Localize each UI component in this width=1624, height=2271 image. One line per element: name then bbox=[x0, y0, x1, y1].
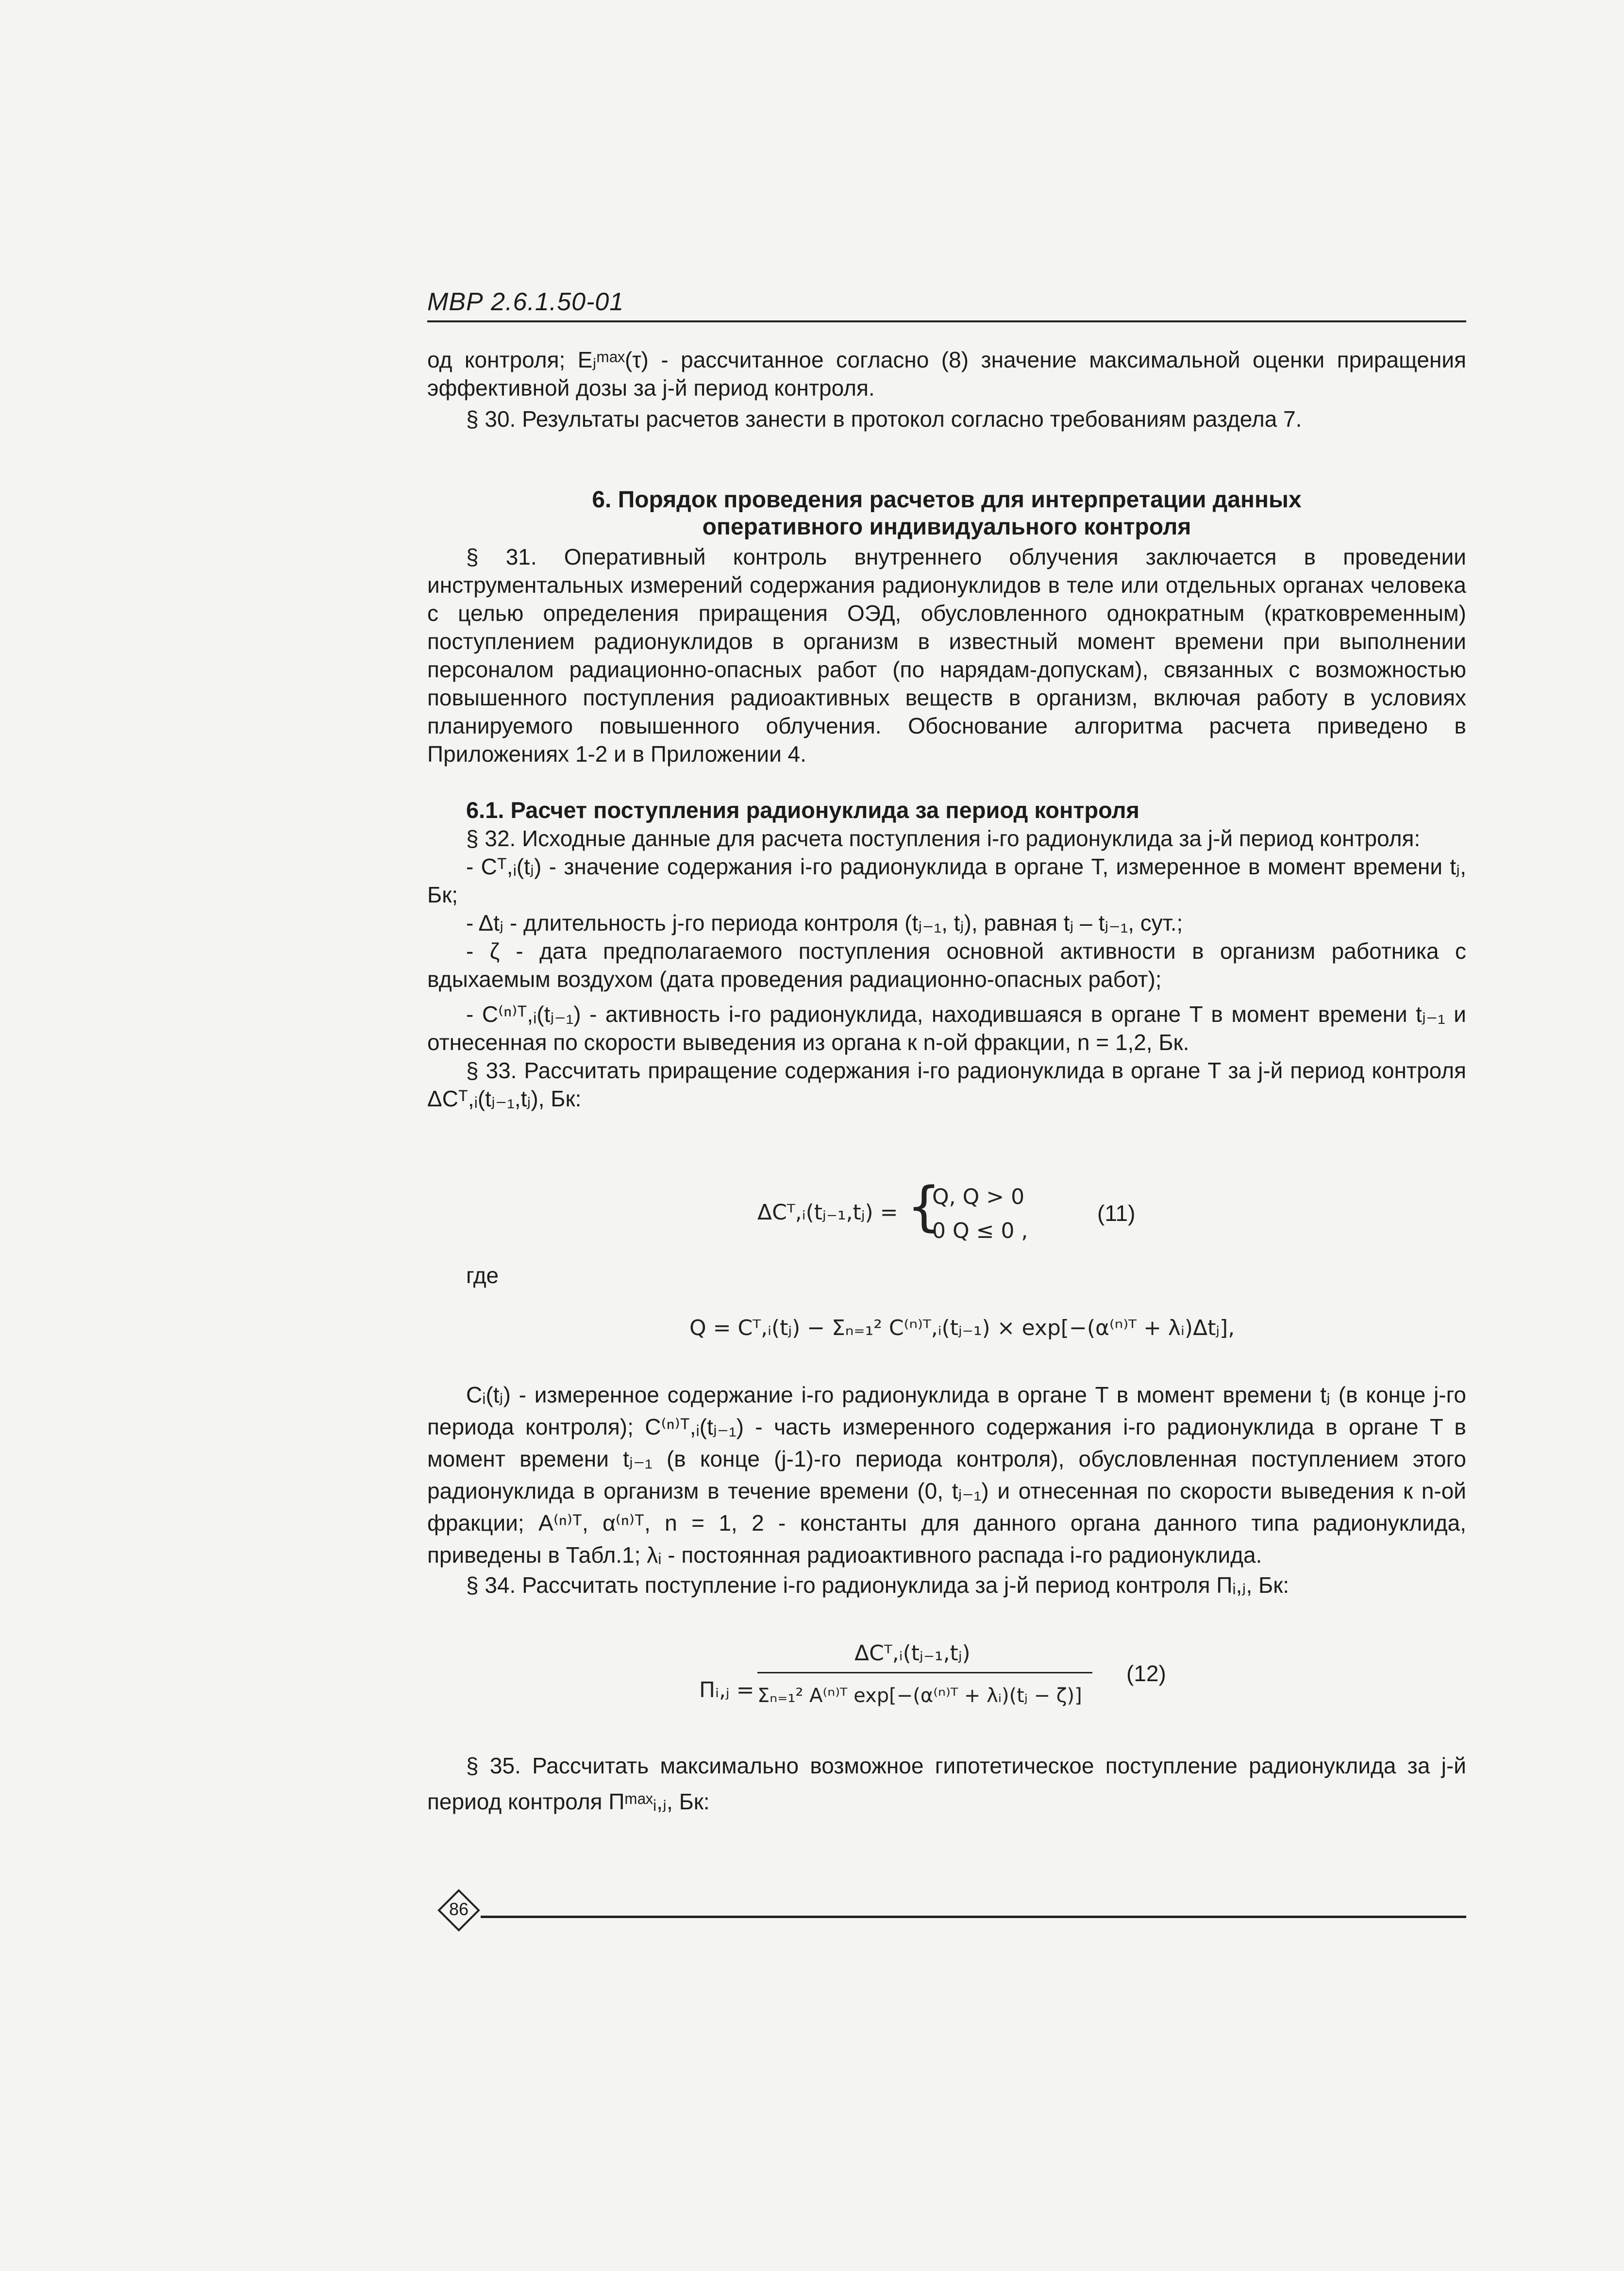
list-item-c-ti: - Cᵀ,ᵢ(tⱼ) - значение содержания i-го радионуклида в органе T, измеренное в момент времени tⱼ, Бк; bbox=[427, 854, 1466, 907]
paragraph-30: § 30. Результаты расчетов занести в протокол согласно требованиям раздела 7. bbox=[466, 406, 1302, 432]
page-number: 86 bbox=[449, 1899, 469, 1919]
list-item-delta-t: - Δtⱼ - длительность j-го периода контроля (tⱼ₋₁, tⱼ), равная tⱼ – tⱼ₋₁, сут.; bbox=[466, 910, 1183, 935]
explanation-block bbox=[427, 1379, 1466, 1599]
equation-12-numerator: ΔCᵀ,ᵢ(tⱼ₋₁,tⱼ) bbox=[854, 1641, 971, 1666]
paragraph-32: § 32. Исходные данные для расчета поступления i-го радионуклида за j-й период контроля: bbox=[466, 826, 1421, 851]
list-item-zeta: - ζ - дата предполагаемого поступления основной активности в организм работника с вдыхаемым воздухом (дата проведения радиационно-опасных работ); bbox=[427, 938, 1466, 992]
equation-12-lhs: Пᵢ,ⱼ = bbox=[699, 1678, 754, 1703]
list-item-c-n: - C⁽ⁿ⁾ᵀ,ᵢ(tⱼ₋₁) - активность i-го радионуклида, находившаяся в органе T в момент времени tⱼ₋₁ и отнесенная по скорости выведения из органа к n-ой фракции, n = 1,2, Бк. bbox=[427, 1002, 1466, 1055]
equation-12-denominator: Σₙ₌₁² A⁽ⁿ⁾ᵀ exp[−(α⁽ⁿ⁾ᵀ + λᵢ)(tⱼ − ζ)] bbox=[757, 1685, 1082, 1707]
text-block-top bbox=[427, 346, 1466, 433]
paragraph-35: § 35. Рассчитать максимально возможное гипотетическое поступление радионуклида за j-й период контроля Пᵐᵃˣᵢ,ⱼ, Бк: bbox=[427, 1753, 1466, 1814]
equation-11-case1: Q, Q > 0 bbox=[932, 1185, 1025, 1209]
paragraph-31: § 31. Оперативный контроль внутреннего облучения заключается в проведении инструментальных измерений содержания радионуклидов в теле или отдельных органах человека с целью определения приращения ОЭД, обусловленного однократным (кратковременным) поступлением радионуклидов в организм в известный момент времени при выполнении персоналом радиационно-опасных работ (по нарядам-допускам), связанных с возможностью повышенного поступления радиоактивных веществ в организм, включая работу в условиях планируемого повышенного облучения. Обоснование алгоритма расчета приведено в Приложениях 1-2 и в Приложении 4. bbox=[427, 544, 1466, 767]
equation-12-number: (12) bbox=[1126, 1661, 1166, 1686]
footer-rule bbox=[481, 1916, 1466, 1918]
paragraph-31-block bbox=[427, 543, 1466, 768]
explanation-paragraph: Cᵢ(tⱼ) - измеренное содержание i-го радионуклида в органе T в момент времени tⱼ (в конце j-го периода контроля); C⁽ⁿ⁾ᵀ,ᵢ(tⱼ₋₁) - часть измеренного содержания i-го радионуклида в органе T в момент времени tⱼ₋₁ (в конце (j-1)-го периода контроля), обусловленная поступлением этого радионуклида в организм в течение времени (0, tⱼ₋₁) и отнесенная по скорости выведения к n-ой фракции; A⁽ⁿ⁾ᵀ, α⁽ⁿ⁾ᵀ, n = 1, 2 - константы для данного органа данного типа радионуклида, приведены в Табл.1; λᵢ - постоянная радиоактивного распада i-го радионуклида. bbox=[427, 1382, 1466, 1568]
paragraph-33: § 33. Рассчитать приращение содержания i-го радионуклида в органе T за j-й период контроля ΔCᵀ,ᵢ(tⱼ₋₁,tⱼ), Бк: bbox=[427, 1058, 1466, 1111]
paragraph-p1: од контроля; Eⱼᵐᵃˣ(τ) - рассчитанное согласно (8) значение максимальной оценки приращения эффективной дозы за j-й период контроля. bbox=[427, 347, 1466, 401]
equation-11-case2: 0 Q ≤ 0 , bbox=[932, 1219, 1028, 1243]
section-6-title-line2: оперативного индивидуального контроля bbox=[702, 514, 1191, 540]
equation-11-brace: { bbox=[907, 1175, 941, 1237]
header-rule bbox=[427, 320, 1466, 322]
equation-11-lhs: ΔCᵀ,ᵢ(tⱼ₋₁,tⱼ) = bbox=[757, 1200, 898, 1225]
where-label: где bbox=[466, 1263, 499, 1288]
document-code: МВР 2.6.1.50-01 bbox=[427, 288, 624, 316]
equation-q: Q = Cᵀ,ᵢ(tⱼ) − Σₙ₌₁² C⁽ⁿ⁾ᵀ,ᵢ(tⱼ₋₁) × exp[−(α⁽ⁿ⁾ᵀ + λᵢ)Δtⱼ], bbox=[689, 1316, 1235, 1340]
equation-11-number: (11) bbox=[1097, 1201, 1136, 1226]
subsection-61-title: 6.1. Расчет поступления радионуклида за период контроля bbox=[466, 797, 1139, 823]
paragraph-34: § 34. Рассчитать поступление i-го радионуклида за j-й период контроля Пᵢ,ⱼ, Бк: bbox=[466, 1572, 1289, 1598]
section-6-title-line1: 6. Порядок проведения расчетов для интерпретации данных bbox=[592, 487, 1302, 513]
subsection-61-block bbox=[427, 796, 1466, 1113]
equation-12-fraction-bar bbox=[757, 1672, 1092, 1673]
paragraph-35-block bbox=[427, 1748, 1466, 1820]
section-6-title bbox=[427, 486, 1466, 541]
